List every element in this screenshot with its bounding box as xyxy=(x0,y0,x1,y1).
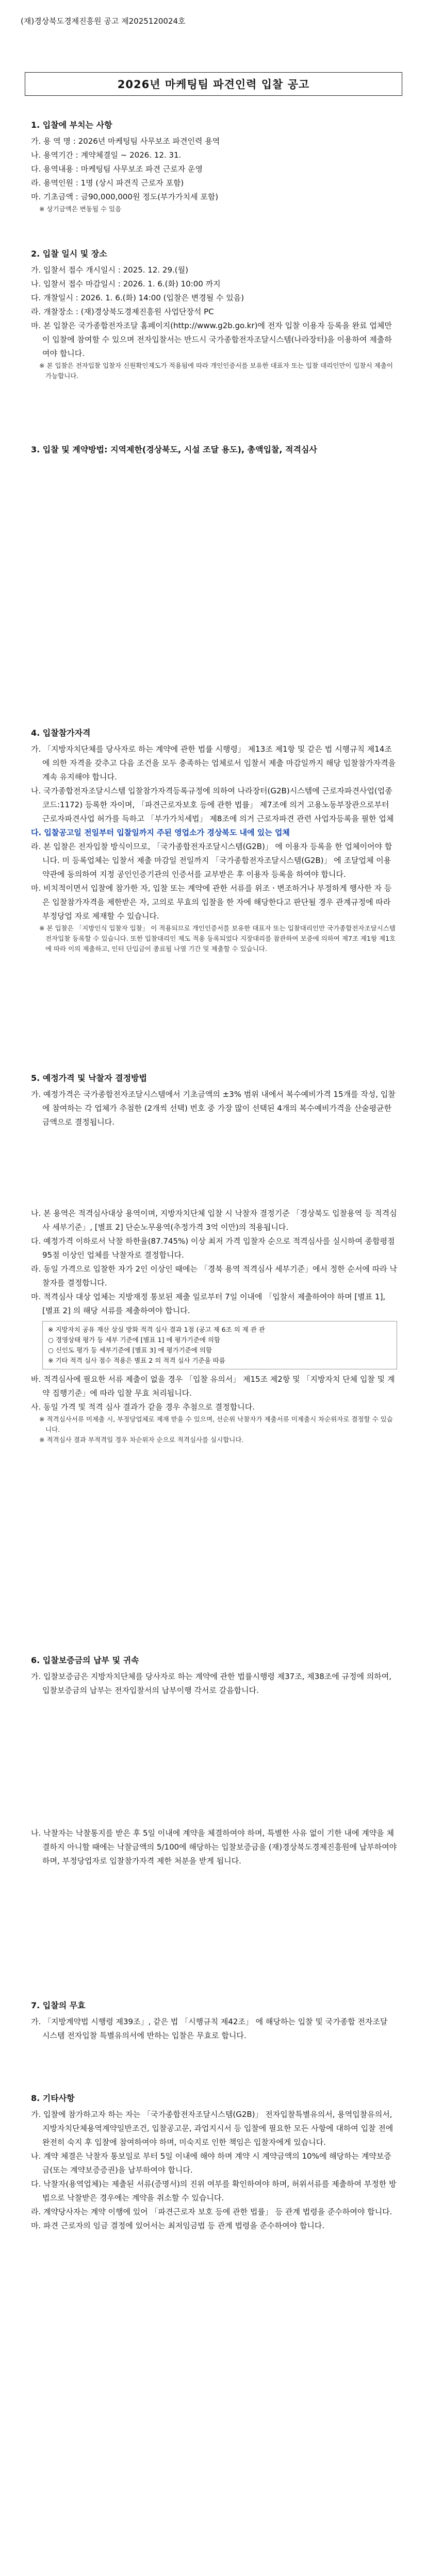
sec4-item: 나. 국가종합전자조달시스템 입찰참가자격등록규정에 의하여 나라장터(G2B)시스템에 근로자파견사업(업종코드:1172) 등록한 자이며, 「파견근로자보호 등에 관한 법률」 제7조에 의거 고용노동부장관으로부터 근로자파견사업 허가를 득하고 「부가가치세법」 제8조에 의거 근로자파견 관련 사업자등록을 필한 업체 xyxy=(31,786,394,823)
sec5-note: ※ 적격심사서류 미제출 시, 부정당업체로 제재 받을 수 있으며, 선순위 낙찰자가 제출서류 미제출시 차순위자로 결정할 수 있습니다. xyxy=(39,1415,393,1433)
notice-number: (재)경상북도경제진흥원 공고 제2025120024호 xyxy=(21,16,186,26)
sec1-item: 나. 용역기간 : 계약체결일 ~ 2026. 12. 31. xyxy=(31,150,182,160)
sec5-item: 나. 본 용역은 적격심사대상 용역이며, 지방자치단체 입찰 시 낙찰자 결정기준 「경상북도 입찰용역 등 적격심사 세부기준」, [별표 2] 단순노무용역(추정가격 3억 이만)의 적용됩니다. xyxy=(31,1209,397,1232)
section-5-title: 5. 예정가격 및 낙찰자 결정방법 xyxy=(31,1073,147,1083)
section-1 xyxy=(31,118,397,214)
sec5-item: 다. 예정가격 이하로서 낙찰 하한율(87.745%) 이상 최저 가격 입찰자 순으로 적격심사를 실시하여 종합평점 95점 이상인 업체를 낙찰자로 결정합니다. xyxy=(31,1236,395,1260)
notice-title: 2026년 마케팅팀 파견인력 입찰 공고 xyxy=(25,72,402,96)
box-line: ※ 기타 적격 심사 점수 적용은 별표 2 의 적격 심사 기준을 따름 xyxy=(48,1357,225,1364)
section-6 xyxy=(31,1654,397,1868)
sec8-item: 다. 낙찰자(용역업체)는 제출된 서류(증명서)의 진위 여부를 확인하여야 하며, 허위서류를 제출하여 부정한 방법으로 낙찰받은 경우에는 계약을 취소할 수 있습니다. xyxy=(31,2179,397,2202)
sec4-item: 라. 본 입찰은 전자입찰 방식이므로, 「국가종합전자조달시스템(G2B)」 에 이용자 등록을 한 업체이어야 합니다. 미 등록업체는 입찰서 제출 마감일 전일까지 「국가종합전자조달시스템(G2B)」 에 조달업체 이용 약관에 동의하여 지정 공인인증기관의 인증서를 교부받은 후 이용자 등록을 하여야 합니다. xyxy=(31,842,392,879)
sec4-item: 마. 비치적이면서 입찰에 참가한 자, 입찰 또는 계약에 관한 서류를 위조ㆍ변조하거나 부정하게 행사한 자 등은 입찰참가자격을 제한받은 자, 고의로 무효의 입찰을 한 자에 해당한다고 판단될 경우 관계규정에 따라 부정당업 자로 제재할 수 있습니다. xyxy=(31,884,392,921)
sec5-box-note xyxy=(42,1321,397,1369)
sec8-item: 가. 입찰에 참가하고자 하는 자는 「국가종합전자조달시스템(G2B)」 전자입찰특별유의서, 용역입찰유의서, 지방자치단체용역계약일반조건, 입찰공고문, 과업지시서 등 입찰에 필요한 모든 사항에 대하여 입찰 전에 완전히 숙지 후 입찰에 참여하여야 하며, 미숙지로 인한 책임은 입찰자에게 있습니다. xyxy=(31,2110,394,2147)
sec4-item: 다. 입찰공고일 전일부터 입찰일까지 주된 영업소가 경상북도 내에 있는 업체 xyxy=(31,828,290,837)
section-7 xyxy=(31,1999,397,2043)
sec2-note: ※ 본 입찰은 전자입찰 입찰자 신원확인제도가 적용됨에 따라 개인인증서를 보유한 대표자 또는 입찰 대리인만이 입찰서 제출이 가능합니다. xyxy=(39,362,393,380)
section-8 xyxy=(31,2092,397,2233)
sec5-note: ※ 적격심사 결과 부적격일 경우 차순위자 순으로 적격심사를 실시합니다. xyxy=(39,1436,244,1444)
section-4-title: 4. 입찰참가자격 xyxy=(31,728,91,738)
sec5-item: 사. 동일 가격 및 적격 심사 결과가 같을 경우 추첨으로 결정합니다. xyxy=(31,1402,255,1412)
section-6-title: 6. 입찰보증금의 납부 및 귀속 xyxy=(31,1655,139,1665)
sec1-item: 라. 용역인원 : 1명 (상시 파견직 근로자 포함) xyxy=(31,178,184,188)
sec5-item: 마. 적격심사 대상 업체는 지방재정 통보된 제출 일로부터 7일 이내에 「입찰서 제출하여야 하며 [별표 1], [별표 2] 의 해당 서류를 제출하여야 합니다. xyxy=(31,1292,386,1315)
box-line: ○ 경영상태 평가 등 세부 기준에 [별표 1] 에 평가기준에 의함 xyxy=(48,1336,220,1344)
section-1-title: 1. 입찰에 부치는 사항 xyxy=(31,120,112,130)
section-4 xyxy=(31,726,397,954)
sec5-item: 바. 적격심사에 필요한 서류 제출이 없을 경우 「입찰 유의서」 제15조 제2항 및 「지방자치 단체 입찰 및 계약 집행기준」에 따라 입찰 무효 처리됩니다. xyxy=(31,1375,395,1398)
sec6-item: 가. 입찰보증금은 지방자치단체를 당사자로 하는 계약에 관한 법률시행령 제37조, 제38조에 규정에 의하여, 입찰보증금의 납부는 전자입찰서의 납부이행 각서로 갈음합니다. xyxy=(31,1672,392,1695)
sec5-item: 가. 예정가격은 국가종합전자조달시스템에서 기초금액의 ±3% 범위 내에서 복수예비가격 15개를 작성, 입찰에 참여하는 각 업체가 추첨한 (2개씩 선택) 번호 중 가장 많이 선택된 4개의 복수예비가격을 산술평균한 금액으로 결정됩니다. xyxy=(31,1090,396,1127)
spacer xyxy=(31,1698,397,1826)
spacer xyxy=(31,1129,397,1207)
sec4-item: 가. 「지방자치단체를 당사자로 하는 계약에 관한 법률 시행령」 제13조 제1항 및 같은 법 시행규칙 제14조에 의한 자격을 갖추고 다음 조건을 모두 충족하는 업체로서 입찰서 제출 마감일까지 해당 입찰참가자격을 계속 유지해야 합니다. xyxy=(31,744,396,782)
section-8-title: 8. 기타사항 xyxy=(31,2093,75,2103)
section-2-title: 2. 입찰 일시 및 장소 xyxy=(31,249,107,259)
section-3 xyxy=(31,443,397,459)
sec2-item: 라. 개찰장소 : (재)경상북도경제진흥원 사업단장석 PC xyxy=(31,307,214,316)
section-2 xyxy=(31,247,397,381)
box-line: ○ 신인도 평가 등 세부기준에 [별표 3] 에 평가기준에 의함 xyxy=(48,1346,212,1354)
sec2-item: 나. 입찰서 접수 마감일시 : 2026. 1. 6.(화) 10:00 까지 xyxy=(31,279,221,289)
box-line: ※ 지방자치 공유 재산 상실 방화 적격 심사 결과 1점 (공고 제 6조 의 제 관 관 xyxy=(48,1326,265,1333)
sec1-item: 다. 용역내용 : 마케팅팀 사무보조 파견 근로자 운영 xyxy=(31,164,203,174)
sec2-item: 가. 입찰서 접수 개시일시 : 2025. 12. 29.(월) xyxy=(31,265,188,275)
sec1-note: ※ 상기금액은 변동될 수 있음 xyxy=(39,205,122,213)
sec6-item: 나. 낙찰자는 낙찰통지를 받은 후 5일 이내에 계약을 체결하여야 하며, 특별한 사유 없이 기한 내에 계약을 체결하지 아니할 때에는 낙찰금액의 5/100에 해당하는 입찰보증금을 (재)경상북도경제진흥원에 납부하여야 하며, 부정당업자로 입찰참가자격 제한 처분을 받게 됩니다. xyxy=(31,1828,397,1866)
section-3-title: 3. 입찰 및 계약방법: 지역제한(경상북도, 시설 조달 용도), 총액입찰, 적격심사 xyxy=(31,445,317,454)
sec1-item: 가. 용 역 명 : 2026년 마케팅팀 사무보조 파견인력 용역 xyxy=(31,137,220,146)
section-7-title: 7. 입찰의 무효 xyxy=(31,2001,86,2010)
sec2-item: 다. 개찰일시 : 2026. 1. 6.(화) 14:00 (입찰은 변경될 수 있음) xyxy=(31,293,244,302)
section-5 xyxy=(31,1072,397,1445)
sec4-note: ※ 본 입찰은 「지방인식 입찰자 입찰」 이 적용되므로 개인인증서를 보유한 대표자 또는 입찰대리인만 국가종합전자조달시스템 전자입찰 등록할 수 있습니다. 또한 입찰대리인 제도 적용 등록되었다 지장대리를 참관하여 보증에 의하여 제7조 제1항 제1호에 따라 이의 제출하고, 인터 단입금이 종료될 나열 기간 및 제출할 수 있습니다. xyxy=(39,924,396,953)
sec5-item: 라. 동일 가격으로 입찰한 자가 2인 이상인 때에는 「경북 용역 적격심사 세부기준」에서 정한 순서에 따라 낙찰자를 결정합니다. xyxy=(31,1264,397,1287)
sec2-item: 마. 본 입찰은 국가종합전자조달 홈페이지(http://www.g2b.go.kr)에 전자 입찰 이용자 등록을 완료 업체만이 입찰에 참여할 수 있으며 전자입찰서는 반드시 국가종합전자조달시스템(나라장터)을 이용하여 제출하여야 합니다. xyxy=(31,321,392,358)
sec8-item: 라. 계약당사자는 계약 이행에 있어 「파견근로자 보호 등에 관한 법률」 등 관계 법령을 준수하여야 합니다. xyxy=(31,2207,392,2216)
sec1-item: 마. 기초금액 : 금90,000,000원 정도(부가가치세 포함) xyxy=(31,192,219,201)
sec8-item: 나. 계약 체결은 낙찰자 통보일로 부터 5일 이내에 해야 하며 계약 시 계약금액의 10%에 해당하는 계약보증금(또는 계약보증증권)을 납부하여야 합니다. xyxy=(31,2151,391,2175)
sec7-item: 가. 「지방계약법 시행령 제39조」, 같은 법 「시행규칙 제42조」 에 해당하는 입찰 및 국가종합 전자조달 시스템 전자입찰 특별유의서에 반하는 입찰은 무효로 합니다. xyxy=(31,2017,388,2040)
sec8-item: 마. 파견 근로자의 임금 결정에 있어서는 최저임금법 등 관계 법령을 준수하여야 합니다. xyxy=(31,2221,325,2230)
